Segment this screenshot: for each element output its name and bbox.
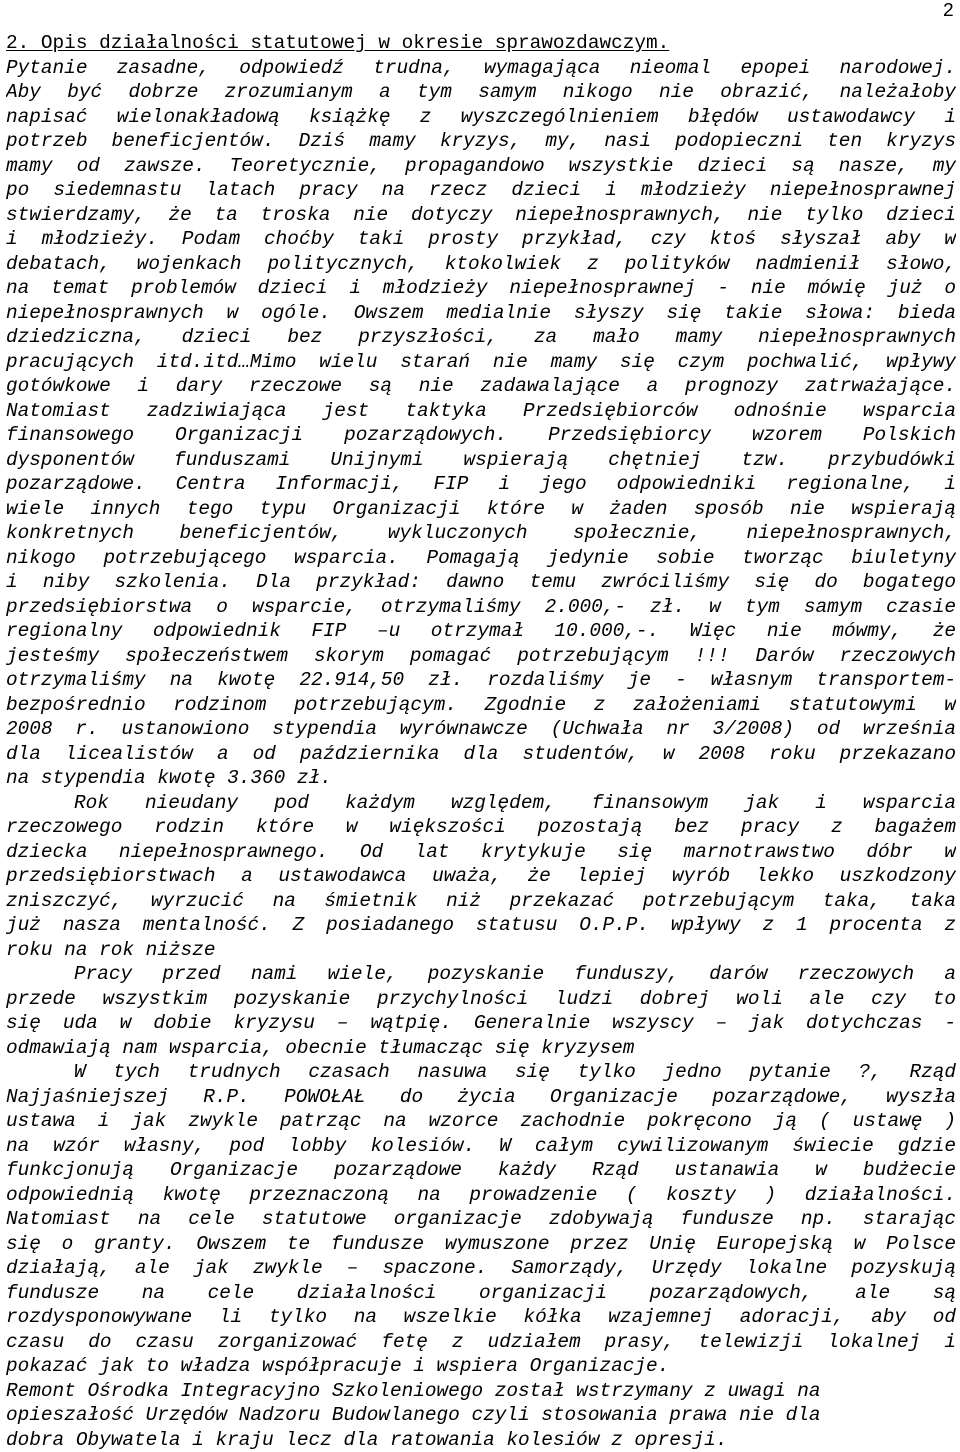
text-line: jesteśmy społeczeństwem skorym pomagać potrzebującym !!! Darów rzeczowych	[6, 644, 956, 669]
text-line: dla licealistów a od października dla studentów, w 2008 roku przekazano	[6, 742, 956, 767]
text-line: 2008 r. ustanowiono stypendia wyrównawcze (Uchwała nr 3/2008) od września	[6, 717, 956, 742]
text-line: rozdysponowywane li tylko na wszelkie kółka wzajemnej adoracji, aby od	[6, 1305, 956, 1330]
text-line: pokazać jak to władza współpracuje i wspiera Organizacje.	[6, 1354, 956, 1379]
text-line: Rok nieudany pod każdym względem, finansowym jak i wsparcia	[6, 791, 956, 816]
text-line: ustawa i jak zwykle patrząc na wzorce zachodnie pokręcono ją ( ustawę )	[6, 1109, 956, 1134]
text-line: przedsiębiorstwa o wsparcie, otrzymaliśmy 2.000,- zł. w tym samym czasie	[6, 595, 956, 620]
text-line: na temat problemów dzieci i młodzieży niepełnosprawnej - nie mówię już o	[6, 276, 956, 301]
text-line: działają, ale jak zwykle – spaczone. Samorządy, Urzędy lokalne pozyskują	[6, 1256, 956, 1281]
text-line: regionalny odpowiednik FIP –u otrzymał 10.000,-. Więc nie mówmy, że	[6, 619, 956, 644]
text-line: pozarządowe. Centra Informacji, FIP i jego odpowiedniki regionalne, i	[6, 472, 956, 497]
text-line: i niby szkolenia. Dla przykład: dawno temu zwróciliśmy się do bogatego	[6, 570, 956, 595]
text-line: napisać wielonakładową książkę z wyszczególnieniem błędów ustawodawcy i	[6, 105, 956, 130]
text-line: Najjaśniejszej R.P. POWOŁAŁ do życia Organizacje pozarządowe, wyszła	[6, 1085, 956, 1110]
section-heading	[6, 31, 956, 56]
text-line: dysponentów funduszami Unijnymi wspierają chętniej tzw. przybudówki	[6, 448, 956, 473]
text-line: konkretnych beneficjentów, wykluczonych społecznie, niepełnosprawnych,	[6, 521, 956, 546]
text-line: już nasza mentalność. Z posiadanego statusu O.P.P. wpływy z 1 procenta z	[6, 913, 956, 938]
text-line: i młodzieży. Podam choćby taki prosty przykład, czy ktoś słyszał aby w	[6, 227, 956, 252]
text-line: roku na rok niższe	[6, 938, 956, 963]
section-heading-text: 2. Opis działalności statutowej w okresie sprawozdawczym.	[6, 32, 669, 54]
text-line: odmawiają nam wsparcia, obecnie tłumacząc się kryzysem	[6, 1036, 956, 1061]
text-line: Natomiast zadziwiająca jest taktyka Przedsiębiorców odnośnie wsparcia	[6, 399, 956, 424]
text-line: na stypendia kwotę 3.360 zł.	[6, 766, 956, 791]
text-line: W tych trudnych czasach nasuwa się tylko jedno pytanie ?, Rząd	[6, 1060, 956, 1085]
text-line: fundusze na cele działalności organizacji pozarządowych, ale są	[6, 1281, 956, 1306]
text-line: bezpośrednio rodzinom potrzebującym. Zgodnie z założeniami statutowymi w	[6, 693, 956, 718]
page-number: 2	[943, 0, 954, 22]
text-line: dziecka niepełnosprawnego. Od lat krytykuje się marnotrawstwo dóbr w	[6, 840, 956, 865]
page-content	[6, 31, 956, 1452]
text-line: zniszczyć, wyrzucić na śmietnik niż przekazać potrzebującym taka, taka	[6, 889, 956, 914]
text-line: gotówkowe i dary rzeczowe są nie zadawalające a prognozy zatrważające.	[6, 374, 956, 399]
text-line: niepełnosprawnych w ogóle. Owszem medialnie słyszy się takie słowa: bieda	[6, 301, 956, 326]
text-line: odpowiednią kwotę przeznaczoną na prowadzenie ( koszty ) działalności.	[6, 1183, 956, 1208]
text-line: funkcjonują Organizacje pozarządowe każdy Rząd ustanawia w budżecie	[6, 1158, 956, 1183]
text-line: nikogo potrzebującego wsparcia. Pomagają jedynie sobie tworząc biuletyny	[6, 546, 956, 571]
text-line: Remont Ośrodka Integracyjno Szkoleniowego został wstrzymany z uwagi na	[6, 1379, 956, 1404]
text-line: Aby być dobrze zrozumianym a tym samym nikogo nie obrazić, należałoby	[6, 80, 956, 105]
text-line: debatach, wojenkach politycznych, ktokolwiek z polityków nadmienił słowo,	[6, 252, 956, 277]
text-line: się uda w dobie kryzysu – wątpię. Generalnie wszyscy – jak dotychczas -	[6, 1011, 956, 1036]
text-line: dobra Obywatela i kraju lecz dla ratowania kolesiów z opresji.	[6, 1428, 956, 1452]
text-line: opieszałość Urzędów Nadzoru Budowlanego czyli stosowania prawa nie dla	[6, 1403, 956, 1428]
text-line: się o granty. Owszem te fundusze wymuszone przez Unię Europejską w Polsce	[6, 1232, 956, 1257]
text-line: stwierdzamy, że ta troska nie dotyczy niepełnosprawnych, nie tylko dzieci	[6, 203, 956, 228]
text-line: pracujących itd.itd…Mimo wielu starań nie mamy się czym pochwalić, wpływy	[6, 350, 956, 375]
text-line: Pracy przed nami wiele, pozyskanie funduszy, darów rzeczowych a	[6, 962, 956, 987]
text-line: mamy od zawsze. Teoretycznie, propagandowo wszystkie dzieci są nasze, my	[6, 154, 956, 179]
text-line: przede wszystkim pozyskanie przychylności ludzi dobrej woli ale czy to	[6, 987, 956, 1012]
text-line: po siedemnastu latach pracy na rzecz dzieci i młodzieży niepełnosprawnej	[6, 178, 956, 203]
text-line: Natomiast na cele statutowe organizacje zdobywają fundusze np. starając	[6, 1207, 956, 1232]
text-line: czasu do czasu zorganizować fetę z udziałem prasy, telewizji lokalnej i	[6, 1330, 956, 1355]
text-line: Pytanie zasadne, odpowiedź trudna, wymagająca nieomal epopei narodowej.	[6, 56, 956, 81]
text-line: potrzeb beneficjentów. Dziś mamy kryzys, my, nasi podopieczni ten kryzys	[6, 129, 956, 154]
text-line: na wzór własny, pod lobby kolesiów. W całym cywilizowanym świecie gdzie	[6, 1134, 956, 1159]
text-line: otrzymaliśmy na kwotę 22.914,50 zł. rozdaliśmy je - własnym transportem-	[6, 668, 956, 693]
text-line: dziedziczna, dzieci bez przyszłości, za mało mamy niepełnosprawnych	[6, 325, 956, 350]
text-line: wiele innych tego typu Organizacji które w żaden sposób nie wspierają	[6, 497, 956, 522]
text-line: finansowego Organizacji pozarządowych. Przedsiębiorcy wzorem Polskich	[6, 423, 956, 448]
body-text	[6, 56, 956, 1452]
text-line: rzeczowego rodzin które w większości pozostają bez pracy z bagażem	[6, 815, 956, 840]
text-line: przedsiębiorstwach a ustawodawca uważa, że lepiej wyrób lekko uszkodzony	[6, 864, 956, 889]
